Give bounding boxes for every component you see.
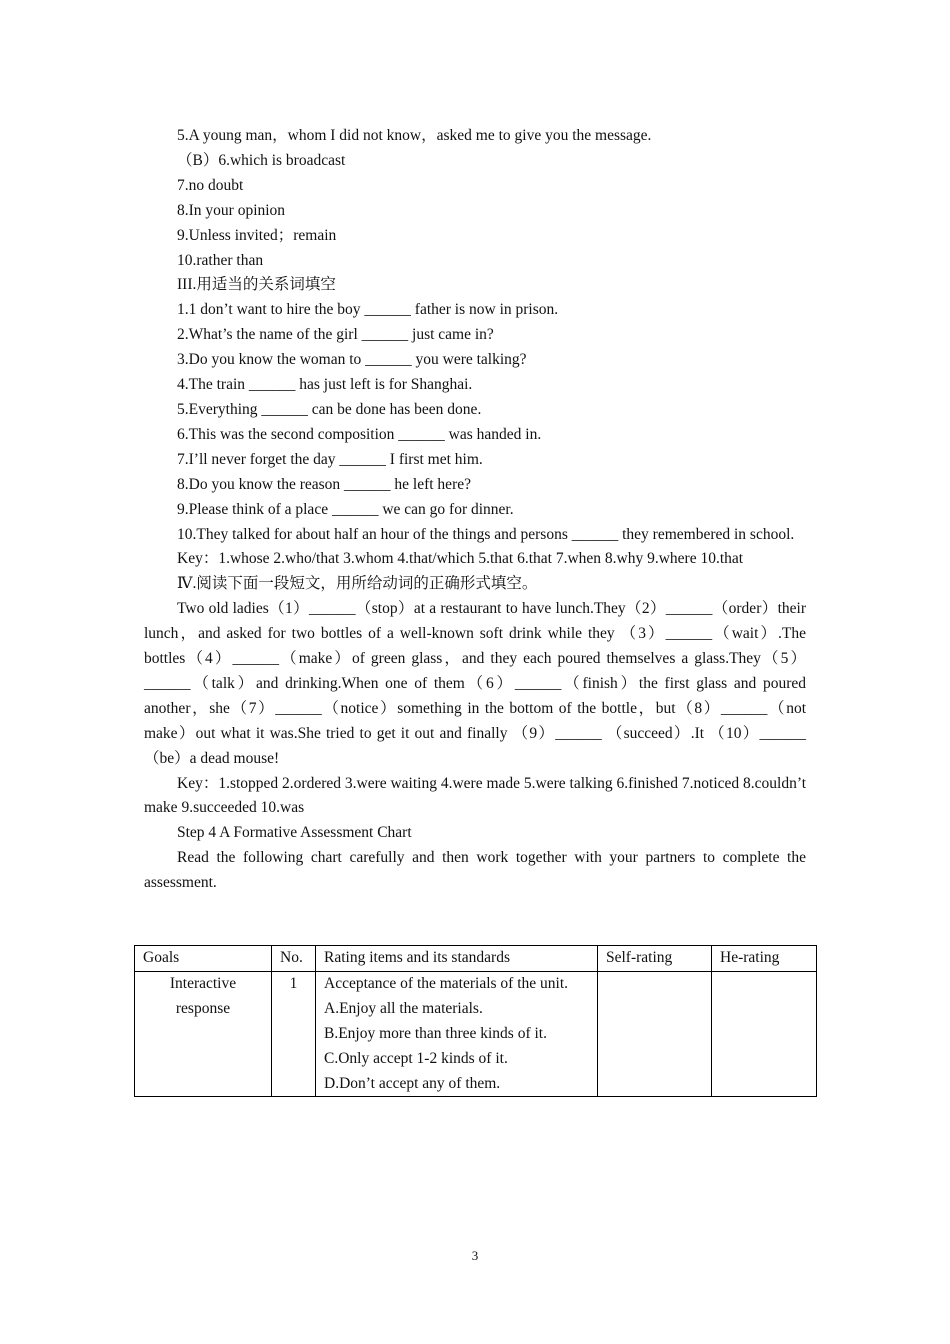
self-rating-cell[interactable]: [598, 971, 712, 1097]
section-3-heading: III.用适当的关系词填空: [177, 276, 336, 294]
answer-line-7: 7.no doubt: [177, 176, 244, 194]
exercise-item: 10.They talked for about half an hour of the things and persons ______ they remembered in school.: [177, 525, 795, 543]
rating-item: D.Don’t accept any of them.: [324, 1074, 501, 1092]
table-row: [135, 971, 817, 1097]
header-self-rating: Self-rating: [598, 946, 712, 972]
exercise-item: 4.The train ______ has just left is for Shanghai.: [177, 376, 473, 394]
header-rating-items: Rating items and its standards: [316, 946, 598, 972]
exercise-item: 1.1 don’t want to hire the boy ______ father is now in prison.: [177, 301, 559, 319]
rating-item: A.Enjoy all the materials.: [324, 999, 483, 1017]
section-4-key: Key：1.stopped 2.ordered 3.were waiting 4.were made 5.were talking 6.finished 7.noticed 8.couldn’t make 9.succeeded 10.was: [144, 774, 807, 817]
answer-line-5: 5.A young man，whom I did not know，asked me to give you the message.: [177, 127, 652, 144]
step-4-title: Step 4 A Formative Assessment Chart: [177, 824, 412, 842]
header-goals: Goals: [135, 946, 272, 972]
exercise-item: 7.I’ll never forget the day ______ I first met him.: [177, 450, 483, 468]
answer-line-10: 10.rather than: [177, 251, 264, 269]
exercise-item: 6.This was the second composition ______ was handed in.: [177, 425, 542, 443]
header-he-rating: He-rating: [712, 946, 817, 972]
exercise-item: 5.Everything ______ can be done has been done.: [177, 400, 482, 418]
header-no: No.: [272, 946, 316, 972]
rating-item: C.Only accept 1-2 kinds of it.: [324, 1049, 508, 1067]
goal-line: response: [175, 999, 231, 1017]
rating-items-cell: [316, 971, 598, 1097]
number-cell: 1: [272, 971, 316, 1097]
exercise-item: 2.What’s the name of the girl ______ just came in?: [177, 326, 494, 344]
section-3-key: Key：1.whose 2.who/that 3.whom 4.that/which 5.that 6.that 7.when 8.why 9.where 10.that: [177, 550, 744, 568]
he-rating-cell[interactable]: [712, 971, 817, 1097]
exercise-item: 8.Do you know the reason ______ he left here?: [177, 475, 471, 493]
goal-cell: [135, 971, 272, 1097]
exercise-item: 9.Please think of a place ______ we can go for dinner.: [177, 500, 514, 518]
page-number: 3: [471, 1248, 479, 1263]
exercise-item: 3.Do you know the woman to ______ you were talking?: [177, 351, 527, 369]
answer-line-6: （B）6.which is broadcast: [177, 151, 346, 169]
assessment-table: [134, 945, 817, 1097]
document-body: [144, 124, 806, 896]
cloze-passage: Two old ladies（1）______（stop）at a restaurant to have lunch.They（2）______（order）their lunch，and asked for two bottles of a well-known soft drink while they （3）______（wait）.The bottles（4）______（make）of green glass，and they each poured themselves a glass.They（5）______（talk）and drinking.When one of them（6）______（finish）the first glass and poured another，she（7）______（notice）something in the bottom of the bottle，but（8）______（not make）out what it was.She tried to get it out and finally （9）______ （succeed）.It （10）______ （be）a dead mouse!: [144, 600, 806, 767]
rating-item: Acceptance of the materials of the unit.: [324, 974, 569, 992]
answer-line-8: 8.In your opinion: [177, 201, 286, 219]
section-4-heading: Ⅳ.阅读下面一段短文，用所给动词的正确形式填空。: [177, 575, 538, 593]
answer-line-9: 9.Unless invited；remain: [177, 226, 337, 244]
rating-item: B.Enjoy more than three kinds of it.: [324, 1024, 547, 1042]
goal-line: Interactive: [169, 974, 237, 992]
table-header-row: [135, 946, 817, 972]
step-4-instruction: Read the following chart carefully and then work together with your partners to complete the assessment.: [144, 849, 806, 892]
